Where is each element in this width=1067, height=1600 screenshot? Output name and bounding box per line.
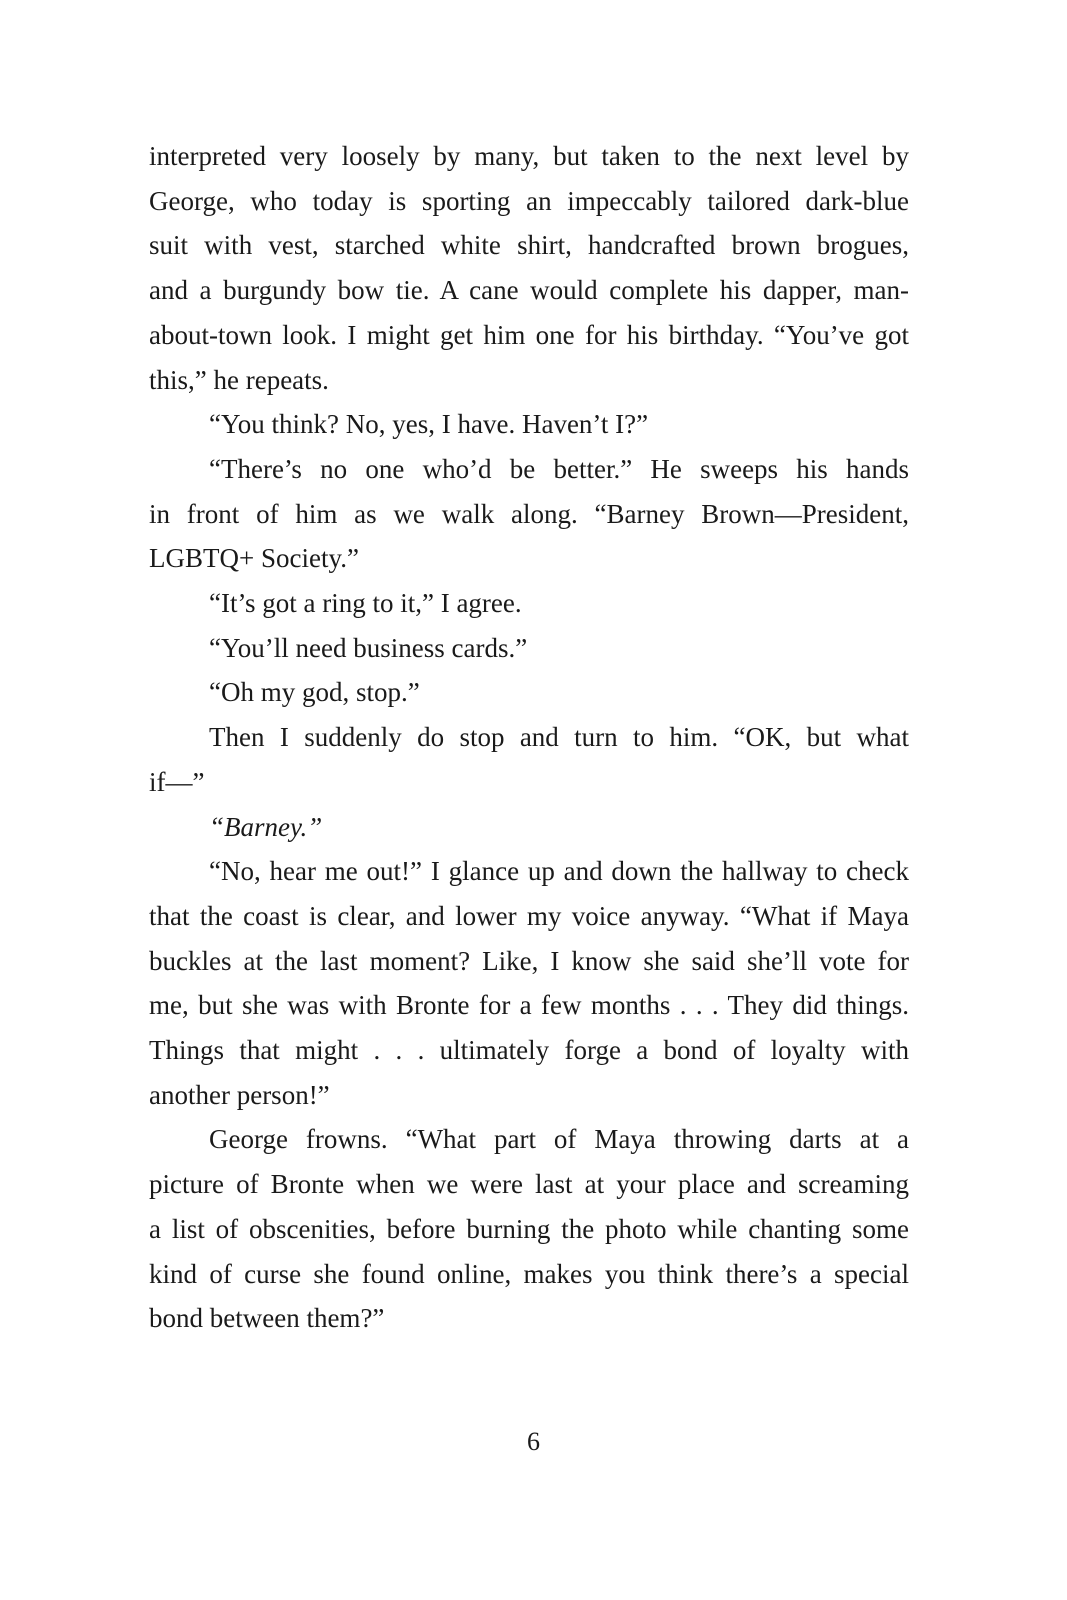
text-line: George frowns. “What part of Maya throwing darts at a — [209, 1124, 909, 1155]
text-line: “Barney.” — [209, 811, 323, 842]
text-line: “No, hear me out!” I glance up and down the hallway to check — [209, 856, 909, 887]
text-line: this,” he repeats. — [149, 364, 329, 395]
text-line: “Oh my god, stop.” — [209, 677, 420, 708]
text-line: in front of him as we walk along. “Barney Brown—President, — [149, 498, 909, 529]
text-line: another person!” — [149, 1079, 330, 1110]
text-line: bond between them?” — [149, 1303, 385, 1334]
text-line: “There’s no one who’d be better.” He sweeps his hands — [209, 453, 909, 484]
text-line: me, but she was with Bronte for a few months . . . They did things. — [149, 990, 909, 1021]
text-line: a list of obscenities, before burning the photo while chanting some — [149, 1213, 909, 1244]
text-line: that the coast is clear, and lower my voice anyway. “What if Maya — [149, 900, 909, 931]
text-line: “You think? No, yes, I have. Haven’t I?” — [209, 409, 649, 440]
text-line: George, who today is sporting an impeccably tailored dark-blue — [149, 185, 909, 216]
text-line: “You’ll need business cards.” — [209, 632, 528, 663]
text-line: LGBTQ+ Society.” — [149, 543, 359, 574]
text-line: Things that might . . . ultimately forge a bond of loyalty with — [149, 1035, 909, 1066]
page-number: 6 — [527, 1427, 540, 1456]
body-text — [149, 134, 909, 1341]
text-line: picture of Bronte when we were last at your place and screaming — [149, 1169, 909, 1200]
text-line: interpreted very loosely by many, but taken to the next level by — [149, 141, 909, 171]
text-line: Then I suddenly do stop and turn to him. “OK, but what — [209, 722, 909, 753]
text-line: and a burgundy bow tie. A cane would complete his dapper, man- — [149, 275, 909, 306]
text-line: if—” — [149, 766, 205, 797]
text-line: suit with vest, starched white shirt, handcrafted brown brogues, — [149, 230, 909, 261]
text-line: “It’s got a ring to it,” I agree. — [209, 588, 522, 619]
text-line: about-town look. I might get him one for his birthday. “You’ve got — [149, 319, 909, 350]
text-line: buckles at the last moment? Like, I know she said she’ll vote for — [149, 945, 909, 976]
text-line: kind of curse she found online, makes you think there’s a special — [149, 1258, 909, 1289]
